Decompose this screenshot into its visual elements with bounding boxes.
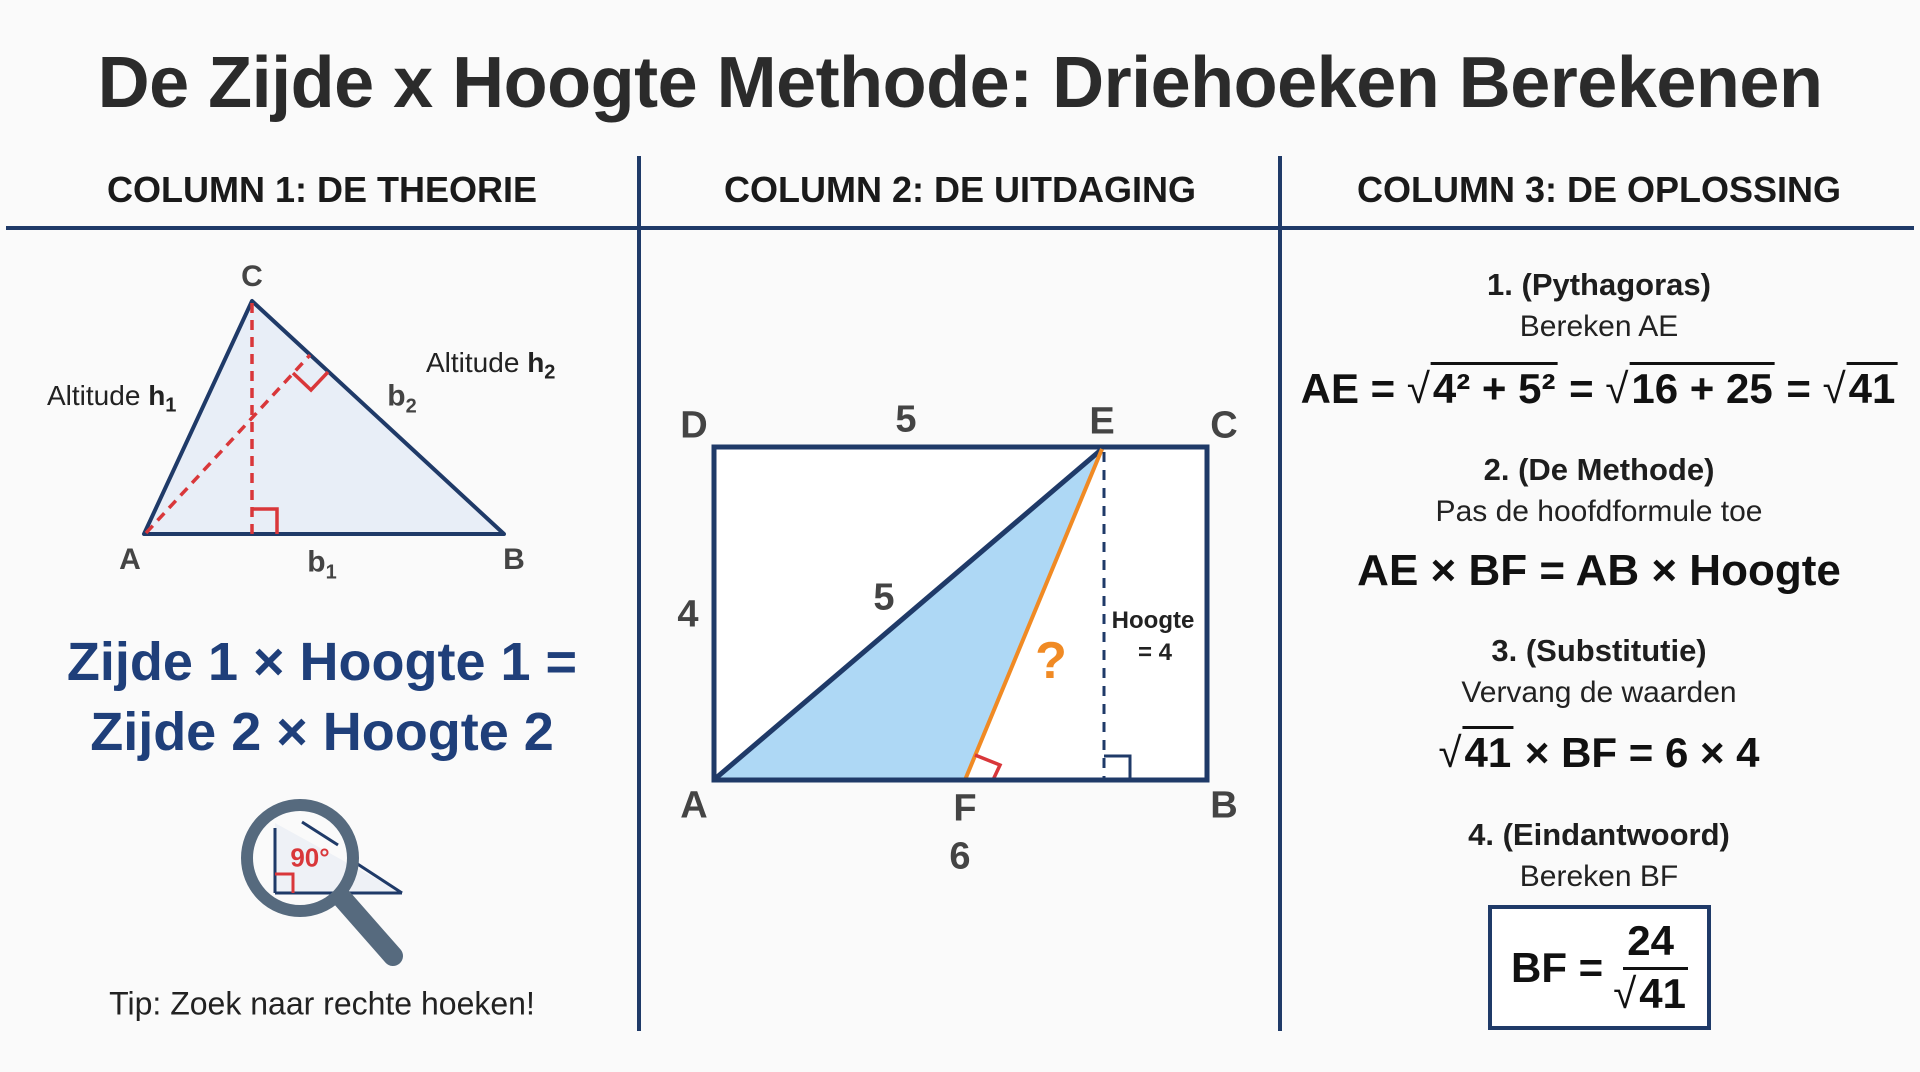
eq1-radicand-1: 4² + 5² — [1431, 362, 1558, 412]
tip-text: Tip: Zoek naar rechte hoeken! — [109, 985, 535, 1022]
eq1-radicand-3: 41 — [1847, 362, 1898, 412]
vertex-b-label: B — [503, 543, 525, 576]
sqrt-icon: √ — [1406, 365, 1430, 412]
equation-method: AE × BF = AB × Hoogte — [1357, 546, 1841, 595]
vertex-c-label: C — [241, 260, 263, 293]
theory-triangle — [144, 301, 504, 534]
vertex-a-label: A — [119, 543, 141, 576]
altitude-h1-label — [47, 380, 176, 418]
sqrt-icon: √ — [1822, 365, 1846, 412]
angle-90-label: 90° — [290, 842, 330, 873]
step-4-description: Bereken BF — [1519, 860, 1679, 893]
step-1-title: 1. (Pythagoras) — [1487, 267, 1711, 302]
altitude-text: Altitude — [47, 380, 141, 411]
step-1-description: Bereken AE — [1519, 310, 1679, 343]
eq1-radicand-2: 16 + 25 — [1629, 362, 1774, 412]
step-2-title: 2. (De Methode) — [1483, 452, 1715, 487]
answer-fraction — [1613, 917, 1688, 1018]
vertex-e-label: E — [1089, 400, 1115, 443]
column-3-heading: COLUMN 3: DE OPLOSSING — [1356, 169, 1842, 210]
page-title: De Zijde x Hoogte Methode: Driehoeken Berekenen — [97, 43, 1823, 123]
answer-denominator — [1613, 970, 1688, 1018]
answer-radicand: 41 — [1637, 967, 1688, 1017]
side-b2-label — [387, 380, 416, 419]
b1-subscript: 1 — [325, 561, 337, 584]
step-3-title: 3. (Substitutie) — [1491, 633, 1707, 668]
height-label-line-2: = 4 — [1137, 639, 1173, 666]
sqrt-icon: √ — [1438, 729, 1462, 776]
step-4-title: 4. (Eindantwoord) — [1468, 817, 1730, 852]
final-answer-box — [1488, 905, 1711, 1030]
answer-lhs: BF = — [1511, 943, 1604, 991]
equation-pythagoras — [1301, 365, 1898, 413]
column-1-heading: COLUMN 1: DE THEORIE — [106, 169, 538, 210]
side-b1-label — [307, 546, 336, 585]
eq1-equals: = — [1786, 365, 1811, 412]
altitude-h2-label — [426, 347, 555, 385]
eq3-radicand: 41 — [1463, 726, 1514, 776]
unknown-bf-label: ? — [1035, 632, 1067, 690]
eq3-rest: × BF = 6 × 4 — [1524, 729, 1760, 776]
sqrt-icon: √ — [1605, 365, 1629, 412]
eq1-equals: = — [1569, 365, 1594, 412]
vertex-f-label: F — [953, 787, 977, 830]
vertex-b-label: B — [1210, 784, 1238, 827]
h1-subscript: 1 — [165, 394, 177, 417]
main-formula-line-2: Zijde 2 × Hoogte 2 — [90, 702, 554, 762]
vertex-a-label: A — [680, 784, 708, 827]
b2-text: b — [387, 379, 406, 413]
length-de-label: 5 — [895, 398, 917, 441]
step-3-description: Vervang de waarden — [1461, 676, 1737, 709]
vertex-d-label: D — [680, 404, 708, 447]
equation-substitution — [1438, 729, 1759, 777]
vertex-c-label: C — [1210, 404, 1238, 447]
magnifier-icon — [247, 805, 402, 956]
h2-subscript: 2 — [544, 361, 556, 384]
eq1-lhs: AE = — [1300, 365, 1396, 412]
length-ad-label: 4 — [677, 593, 699, 636]
column-2-heading: COLUMN 2: DE UITDAGING — [724, 169, 1196, 210]
sqrt-icon: √ — [1613, 970, 1637, 1017]
main-formula-line-1: Zijde 1 × Hoogte 1 = — [66, 632, 578, 692]
b1-text: b — [307, 545, 326, 579]
length-ab-label: 6 — [949, 835, 971, 878]
h1-text: h — [148, 380, 166, 411]
answer-numerator: 24 — [1623, 917, 1678, 970]
h2-text: h — [527, 347, 545, 378]
altitude-text: Altitude — [426, 347, 520, 378]
step-2-description: Pas de hoofdformule toe — [1435, 495, 1763, 528]
b2-subscript: 2 — [405, 395, 417, 418]
height-label-line-1: Hoogte — [1111, 607, 1195, 634]
length-ae-label: 5 — [873, 576, 895, 619]
